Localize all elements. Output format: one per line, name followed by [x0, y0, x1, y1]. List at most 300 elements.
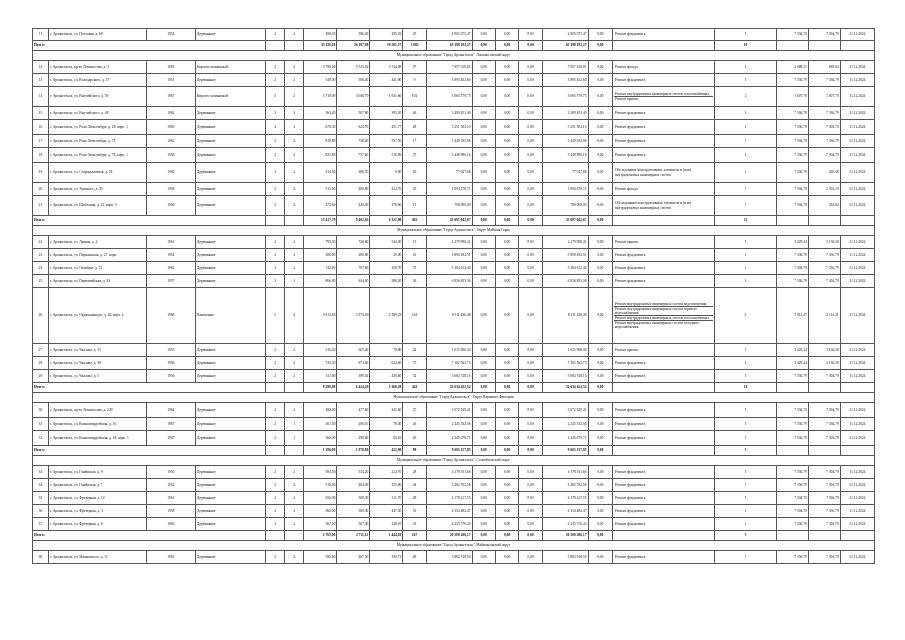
section-title: Муниципальное образование "Город Архангельск". Ломоносовский округ: [33, 51, 875, 61]
cost-extra-cell: 0,00: [588, 236, 612, 249]
row-number: 26: [33, 288, 49, 344]
price-total-cell: 7 336,79: [776, 148, 808, 163]
works-count-cell: 1: [715, 148, 777, 163]
floors-cell: 2: [266, 505, 285, 518]
deadline-cell: 31.12.2024: [840, 74, 874, 87]
works-cell: [612, 135, 714, 148]
year-cell: 1961: [146, 551, 195, 564]
deadline-cell: 31.12.2024: [840, 344, 874, 357]
price-unit-cell: 7 304,70: [808, 466, 840, 479]
work-type-label: Ремонт фундамента: [614, 138, 646, 143]
deadline-cell: 31.12.2024: [840, 262, 874, 275]
floors-cell: 2: [266, 61, 285, 74]
row-number: 36: [33, 505, 49, 518]
table-row: [33, 418, 875, 431]
material-cell: Деревянные: [195, 492, 265, 505]
works-count-cell: 1: [715, 403, 777, 418]
residents-cell: 164: [403, 288, 426, 344]
works-cell: [612, 370, 714, 383]
material-cell: Деревянные: [195, 275, 265, 288]
cost-extra-cell: 0,00: [588, 531, 612, 541]
residential-area-cell: 707,60: [337, 262, 370, 275]
cost-extra-cell: 0,00: [588, 163, 612, 183]
total-area-cell: 3 813,30: [304, 288, 337, 344]
fund-other-cell: 0,00: [519, 262, 542, 275]
material-cell: Панельные: [195, 288, 265, 344]
row-number: 22: [33, 236, 49, 249]
residents-cell: 167: [403, 531, 426, 541]
year-cell: 1952: [146, 479, 195, 492]
cost-extra-cell: 0,00: [588, 288, 612, 344]
residents-cell: 25: [403, 183, 426, 196]
living-area-cell: 238,10: [370, 518, 403, 531]
fund-fond-cell: 0,00: [472, 29, 495, 41]
cost-subtotal-cell: 4 354 482,47: [542, 505, 588, 518]
row-number: 19: [33, 163, 49, 183]
residents-cell: 37: [403, 148, 426, 163]
empty-cell: [285, 216, 304, 226]
deadline-cell: 31.12.2024: [840, 135, 874, 148]
price-total-cell: 7 336,79: [776, 479, 808, 492]
fund-regional-cell: 0,00: [495, 29, 518, 41]
floors-cell: 2: [266, 431, 285, 446]
works-cell: [612, 196, 714, 216]
cost-total-cell: 5 682 748,16: [426, 370, 472, 383]
cost-total-cell: 77 027,68: [426, 163, 472, 183]
work-type-label: Ремонт внутридомовых инженерных систем теплоснабжения: [614, 91, 709, 96]
entrances-cell: 2: [285, 74, 304, 87]
cost-extra-cell: 0,00: [588, 183, 612, 196]
total-area-cell: 482,00: [304, 403, 337, 418]
entrances-cell: 1: [285, 431, 304, 446]
row-number: 33: [33, 466, 49, 479]
material-cell: Деревянные: [195, 505, 265, 518]
fund-other-cell: 0,00: [519, 531, 542, 541]
year-cell: 1953: [146, 344, 195, 357]
fund-regional-cell: 0,00: [495, 262, 518, 275]
work-type-label: Ремонт фундамента: [614, 495, 646, 500]
table-row: [33, 148, 875, 163]
work-type-label: Ремонт фундамента: [614, 508, 646, 513]
works-count-cell: 1: [715, 275, 777, 288]
row-number: 28: [33, 357, 49, 370]
floors-cell: 2: [266, 551, 285, 564]
fund-fond-cell: 0,00: [472, 275, 495, 288]
works-count-cell: 1: [715, 236, 777, 249]
residential-area-cell: 508,30: [337, 492, 370, 505]
works-cell: [612, 236, 714, 249]
cost-extra-cell: 0,00: [588, 74, 612, 87]
residents-cell: 37: [403, 403, 426, 418]
fund-fond-cell: 0,00: [472, 249, 495, 262]
fund-fond-cell: 0,00: [472, 551, 495, 564]
total-area-cell: 549,00: [304, 74, 337, 87]
cost-extra-cell: 0,00: [588, 551, 612, 564]
material-cell: Деревянные: [195, 466, 265, 479]
empty-cell: [840, 383, 874, 393]
price-total-cell: 7 304,70: [776, 262, 808, 275]
row-number: 15: [33, 107, 49, 120]
address-cell: г. Архангельск, ул. Фрезерная, д. 3: [48, 505, 146, 518]
row-number: 12: [33, 61, 49, 74]
residents-cell: 51: [403, 505, 426, 518]
total-label: Итого:: [33, 383, 266, 393]
cost-total-cell: 20 500 206,17: [426, 531, 472, 541]
price-total-cell: 3 429,24: [776, 236, 808, 249]
fund-fond-cell: 0,00: [472, 236, 495, 249]
residential-area-cell: 286,10: [337, 418, 370, 431]
empty-cell: [285, 531, 304, 541]
works-cell: [612, 344, 714, 357]
year-cell: 1961: [146, 262, 195, 275]
empty-cell: [840, 531, 874, 541]
entrances-cell: 2: [285, 370, 304, 383]
table-row: [33, 120, 875, 135]
register-body: [33, 29, 875, 564]
cost-subtotal-cell: 2 279 990,41: [542, 236, 588, 249]
fund-regional-cell: 0,00: [495, 357, 518, 370]
total-area-cell: 2 765,00: [304, 531, 337, 541]
deadline-cell: 31.12.2024: [840, 87, 874, 107]
works-cell: [612, 163, 714, 183]
residents-cell: 102: [403, 87, 426, 107]
empty-cell: [776, 216, 808, 226]
fund-other-cell: 0,00: [519, 61, 542, 74]
price-total-cell: 7 336,79: [776, 431, 808, 446]
works-cell: [612, 551, 714, 564]
residential-area-cell: 534,20: [337, 466, 370, 479]
works-count-cell: 1: [715, 107, 777, 120]
cost-subtotal-cell: 7 857 610,01: [542, 61, 588, 74]
floors-cell: 2: [266, 196, 285, 216]
total-area-cell: 5 790,60: [304, 61, 337, 74]
year-cell: 1951: [146, 74, 195, 87]
cost-extra-cell: 0,00: [588, 492, 612, 505]
year-cell: 1967: [146, 431, 195, 446]
work-type-label: Ремонт крыши: [614, 347, 638, 352]
table-row: [33, 183, 875, 196]
fund-regional-cell: 0,00: [495, 446, 518, 456]
cost-extra-cell: 0,00: [588, 518, 612, 531]
residents-cell: 28: [403, 551, 426, 564]
residential-area-cell: 3 048,70: [337, 87, 370, 107]
works-count-cell: 1: [715, 505, 777, 518]
works-cell: [612, 288, 714, 344]
works-count-cell: 1: [715, 357, 777, 370]
residential-area-cell: 9 402,65: [337, 216, 370, 226]
table-row: [33, 163, 875, 183]
total-area-cell: 498,30: [304, 29, 337, 41]
residential-area-cell: 5 541,02: [337, 61, 370, 74]
price-unit-cell: 7 304,70: [808, 29, 840, 41]
deadline-cell: 31.12.2024: [840, 370, 874, 383]
year-cell: 1967: [146, 418, 195, 431]
row-number: 21: [33, 196, 49, 216]
material-cell: Деревянные: [195, 249, 265, 262]
deadline-cell: 31.12.2024: [840, 107, 874, 120]
residential-area-cell: 1 070,80: [337, 446, 370, 456]
floors-cell: 2: [266, 163, 285, 183]
fund-fond-cell: 0,00: [472, 107, 495, 120]
work-type-label: Ремонт фундамента: [614, 435, 646, 440]
residential-area-cell: 460,80: [337, 183, 370, 196]
price-unit-cell: 7 336,79: [808, 505, 840, 518]
price-total-cell: 7 014,47: [776, 288, 808, 344]
cost-total-cell: 35 697 042,67: [426, 216, 472, 226]
row-number: 24: [33, 262, 49, 275]
total-area-cell: 742,60: [304, 262, 337, 275]
section-header-row: [33, 51, 875, 61]
price-unit-cell: 2 302,19: [808, 183, 840, 196]
empty-cell: [612, 446, 714, 456]
fund-regional-cell: 0,00: [495, 531, 518, 541]
residential-area-cell: 738,20: [337, 135, 370, 148]
fund-fond-cell: 0,00: [472, 479, 495, 492]
residential-area-cell: 477,60: [337, 403, 370, 418]
entrances-cell: 2: [285, 479, 304, 492]
fund-other-cell: 0,00: [519, 466, 542, 479]
address-cell: г. Архангельск, ул. Октябрят, д. 72: [48, 262, 146, 275]
year-cell: 1962: [146, 107, 195, 120]
works-count-cell: 1: [715, 492, 777, 505]
material-cell: Деревянные: [195, 107, 265, 120]
living-area-cell: 70,80: [370, 344, 403, 357]
entrances-cell: 2: [285, 466, 304, 479]
works-cell: [612, 249, 714, 262]
residents-cell: 11: [403, 196, 426, 216]
price-unit-cell: 7 336,79: [808, 262, 840, 275]
works-count-cell: 19: [715, 41, 777, 51]
address-cell: г. Архангельск, ул. Выучейского, д. 59: [48, 87, 146, 107]
cost-extra-cell: 0,00: [588, 344, 612, 357]
material-cell: Деревянные: [195, 120, 265, 135]
row-number: 30: [33, 403, 49, 418]
empty-cell: [808, 446, 840, 456]
works-count-cell: 3: [715, 446, 777, 456]
address-cell: г. Архангельск, ул. Гмайнская, д. 9: [48, 466, 146, 479]
cost-subtotal-cell: 35 697 042,67: [542, 216, 588, 226]
empty-cell: [612, 41, 714, 51]
works-count-cell: 1: [715, 29, 777, 41]
address-cell: г. Архангельск, ул. Урицкого, д. 33: [48, 183, 146, 196]
price-unit-cell: 403,48: [808, 163, 840, 183]
empty-cell: [266, 446, 285, 456]
entrances-cell: 2: [285, 262, 304, 275]
cost-subtotal-cell: 6 836 853,36: [542, 275, 588, 288]
work-type-label: Обследование конструктивных элементов и (или) внутридомовых инженерных систем: [614, 201, 691, 210]
living-area-cell: 295,92: [370, 29, 403, 41]
row-number: 16: [33, 120, 49, 135]
fund-regional-cell: 0,00: [495, 163, 518, 183]
fund-regional-cell: 0,00: [495, 216, 518, 226]
total-area-cell: 1 186,00: [304, 446, 337, 456]
works-cell: [612, 262, 714, 275]
price-total-cell: 7 304,70: [776, 107, 808, 120]
cost-extra-cell: 0,00: [588, 196, 612, 216]
fund-fond-cell: 0,00: [472, 262, 495, 275]
cost-subtotal-cell: 4 178 417,55: [542, 492, 588, 505]
works-count-cell: 1: [715, 135, 777, 148]
works-count-cell: 1: [715, 120, 777, 135]
entrances-cell: 2: [285, 29, 304, 41]
price-total-cell: 7 304,70: [776, 135, 808, 148]
floors-cell: 2: [266, 183, 285, 196]
address-cell: г. Архангельск, ул. Первомайская, д. 23: [48, 275, 146, 288]
residential-area-cell: 506,40: [337, 74, 370, 87]
fund-other-cell: 0,00: [519, 492, 542, 505]
table-row: [33, 518, 875, 531]
address-cell: г. Архангельск, ул. Выучейского, д. 48: [48, 107, 146, 120]
fund-fond-cell: 0,00: [472, 135, 495, 148]
deadline-cell: 31.12.2024: [840, 29, 874, 41]
work-type-label: Ремонт внутридомовых инженерных систем теплоснабжения: [614, 315, 713, 320]
cost-subtotal-cell: 4 235 576,43: [542, 518, 588, 531]
cost-subtotal-cell: 2 345 078,71: [542, 431, 588, 446]
residential-area-cell: 3 575,30: [337, 288, 370, 344]
cost-total-cell: 3 895 452,60: [426, 74, 472, 87]
fund-fond-cell: 0,00: [472, 357, 495, 370]
total-area-cell: 511,60: [304, 370, 337, 383]
living-area-cell: 56,10: [370, 431, 403, 446]
total-row: [33, 531, 875, 541]
fund-other-cell: 0,00: [519, 196, 542, 216]
cost-total-cell: 1 615 966,30: [426, 344, 472, 357]
entrances-cell: 2: [285, 87, 304, 107]
fund-fond-cell: 0,00: [472, 344, 495, 357]
residents-cell: 26: [403, 418, 426, 431]
works-count-cell: 1: [715, 479, 777, 492]
cost-total-cell: 1 094 478,71: [426, 183, 472, 196]
material-cell: Деревянные: [195, 518, 265, 531]
floors-cell: 2: [266, 236, 285, 249]
cost-total-cell: 4 354 482,47: [426, 505, 472, 518]
total-row: [33, 41, 875, 51]
material-cell: Деревянные: [195, 196, 265, 216]
residential-area-cell: 280,80: [337, 249, 370, 262]
entrances-cell: 2: [285, 344, 304, 357]
address-cell: г. Архангельск, ул. Розы Люксембург, д. 78, корп. 1: [48, 148, 146, 163]
fund-regional-cell: 0,00: [495, 403, 518, 418]
year-cell: 1968: [146, 288, 195, 344]
work-type-label: Ремонт внутридомовых инженерных систем холодного водоснабжения: [614, 320, 713, 329]
works-count-cell: 1: [715, 61, 777, 74]
total-area-cell: 13 417,70: [304, 216, 337, 226]
fund-other-cell: 0,00: [519, 249, 542, 262]
address-cell: г. Архангельск, ул. Фрезерная, д. 14: [48, 492, 146, 505]
cost-subtotal-cell: 20 500 206,17: [542, 531, 588, 541]
work-type-label: Ремонт фасада: [614, 186, 638, 191]
material-cell: Кирпич силикатный: [195, 87, 265, 107]
fund-other-cell: 0,00: [519, 107, 542, 120]
living-area-cell: 78,30: [370, 418, 403, 431]
works-cell: [612, 418, 714, 431]
year-cell: 1956: [146, 357, 195, 370]
total-area-cell: 472,60: [304, 196, 337, 216]
empty-cell: [285, 446, 304, 456]
cost-total-cell: 3 065 579,75: [426, 87, 472, 107]
empty-cell: [266, 531, 285, 541]
year-cell: 1967: [146, 87, 195, 107]
residents-cell: 89: [403, 446, 426, 456]
work-type-label: Ремонт фундамента: [614, 360, 646, 365]
work-type-label: Ремонт фундамента: [614, 110, 646, 115]
fund-fond-cell: 0,00: [472, 148, 495, 163]
row-number: 32: [33, 431, 49, 446]
work-type-label: Ремонт фундамента: [614, 554, 646, 559]
cost-subtotal-cell: 5 448 980,16: [542, 148, 588, 163]
row-number: 31: [33, 418, 49, 431]
fund-fond-cell: 0,00: [472, 163, 495, 183]
works-count-cell: 1: [715, 431, 777, 446]
total-area-cell: 825,80: [304, 148, 337, 163]
residential-area-cell: 624,70: [337, 120, 370, 135]
fund-fond-cell: 0,00: [472, 196, 495, 216]
total-area-cell: 518,00: [304, 479, 337, 492]
fund-regional-cell: 0,00: [495, 431, 518, 446]
section-header-row: [33, 226, 875, 236]
works-cell: [612, 148, 714, 163]
address-cell: г. Архангельск, ул. Маяковского, д. 11: [48, 551, 146, 564]
empty-cell: [285, 41, 304, 51]
year-cell: 1958: [146, 183, 195, 196]
works-count-cell: 1: [715, 196, 777, 216]
material-cell: Деревянные: [195, 135, 265, 148]
fund-regional-cell: 0,00: [495, 492, 518, 505]
residential-area-cell: 286,70: [337, 163, 370, 183]
price-total-cell: 1 607,70: [776, 87, 808, 107]
cost-subtotal-cell: 5 251 503,10: [542, 120, 588, 135]
empty-cell: [266, 216, 285, 226]
work-type-label: Ремонт фундамента: [614, 407, 646, 412]
address-cell: г. Архангельск, ул. Першинская, д. 27, корп.: [48, 249, 146, 262]
deadline-cell: 31.12.2024: [840, 196, 874, 216]
entrances-cell: 2: [285, 403, 304, 418]
price-total-cell: 3 429,24: [776, 344, 808, 357]
material-cell: Деревянные: [195, 236, 265, 249]
empty-cell: [285, 383, 304, 393]
work-type-label: Ремонт фундамента: [614, 421, 646, 426]
residential-area-cell: 505,40: [337, 344, 370, 357]
fund-regional-cell: 0,00: [495, 288, 518, 344]
fund-regional-cell: 0,00: [495, 107, 518, 120]
living-area-cell: 2 389,23: [370, 288, 403, 344]
entrances-cell: 1: [285, 418, 304, 431]
row-number: 38: [33, 551, 49, 564]
residential-area-cell: 2 711,12: [337, 531, 370, 541]
empty-cell: [840, 41, 874, 51]
fund-other-cell: 0,00: [519, 418, 542, 431]
cost-subtotal-cell: 5 440 035,96: [542, 135, 588, 148]
living-area-cell: 258,70: [370, 262, 403, 275]
empty-cell: [612, 216, 714, 226]
fund-regional-cell: 0,00: [495, 505, 518, 518]
cost-total-cell: 4 235 576,43: [426, 518, 472, 531]
deadline-cell: 31.12.2024: [840, 479, 874, 492]
work-type-label: Ремонт фундамента: [614, 469, 646, 474]
works-cell: [612, 87, 714, 107]
living-area-cell: 580,20: [370, 275, 403, 288]
empty-cell: [840, 446, 874, 456]
year-cell: 1954: [146, 249, 195, 262]
row-number: 14: [33, 87, 49, 107]
deadline-cell: 31.12.2024: [840, 61, 874, 74]
cost-extra-cell: 0,00: [588, 29, 612, 41]
row-number: 25: [33, 275, 49, 288]
address-cell: г. Архангельск, ул. Конногвардейская, д. 18, корп. 1: [48, 431, 146, 446]
price-unit-cell: 7 336,79: [808, 135, 840, 148]
cost-total-cell: 3 882 918,50: [426, 551, 472, 564]
address-cell: г. Архангельск, ул. Дачная, д. 4: [48, 236, 146, 249]
